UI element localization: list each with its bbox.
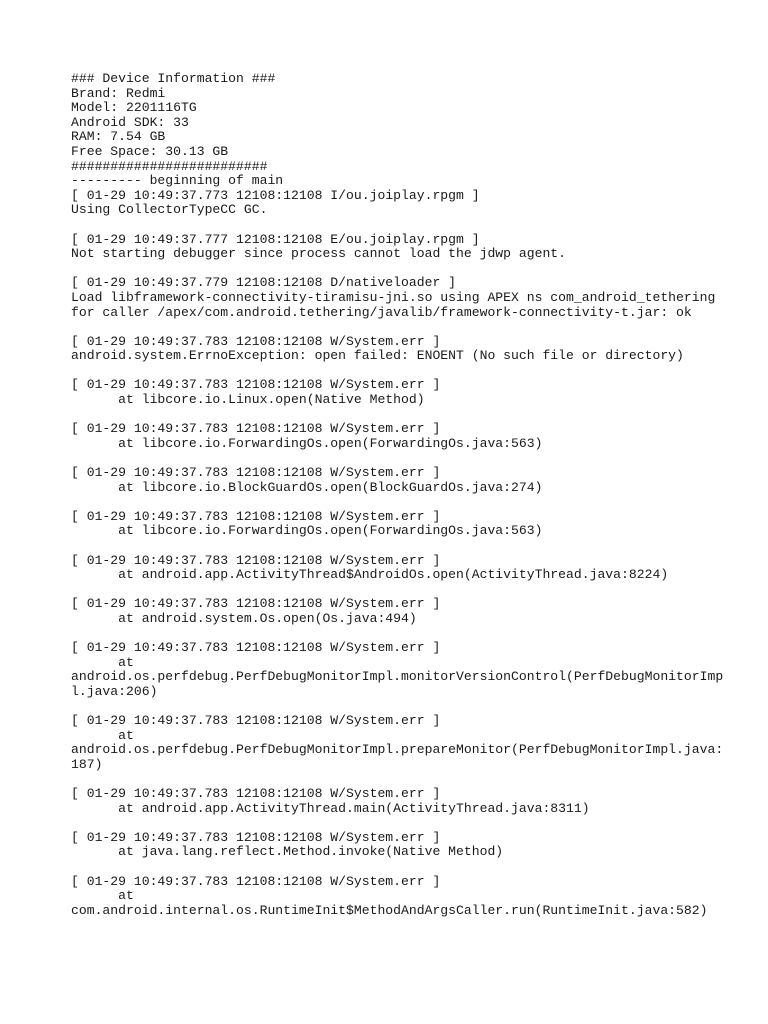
log-entry-header: [ 01-29 10:49:37.783 12108:12108 W/System.err ] xyxy=(71,377,441,393)
log-entry-line: at java.lang.reflect.Method.invoke(Native Method) xyxy=(71,844,504,860)
log-entry-header: [ 01-29 10:49:37.783 12108:12108 W/System.err ] xyxy=(71,333,441,349)
log-entry xyxy=(71,713,724,772)
log-entry-line: 187) xyxy=(71,756,103,772)
log-entry xyxy=(71,640,724,699)
log-entry-line: for caller /apex/com.android.tethering/javalib/framework-connectivity-t.jar: ok xyxy=(71,304,692,320)
log-entry xyxy=(71,189,711,218)
device-info-footer: ######################### xyxy=(71,158,268,174)
device-info-header: ### Device Information ### xyxy=(71,71,276,86)
log-entry xyxy=(71,378,711,407)
device-ram: RAM: 7.54 GB xyxy=(71,129,166,145)
log-entry-line: com.android.internal.os.RuntimeInit$MethodAndArgsCaller.run(RuntimeInit.java:582) xyxy=(71,902,708,918)
log-entry xyxy=(71,422,711,451)
log-entry xyxy=(71,466,711,495)
device-sdk: Android SDK: 33 xyxy=(71,114,189,130)
log-entry-line: Not starting debugger since process cannot load the jdwp agent. xyxy=(71,246,567,262)
log-entry-header: [ 01-29 10:49:37.783 12108:12108 W/System.err ] xyxy=(71,640,441,656)
log-entry-line: at android.app.ActivityThread.main(ActivityThread.java:8311) xyxy=(71,800,590,816)
device-brand: Brand: Redmi xyxy=(71,85,166,101)
log-entry-line: android.system.ErrnoException: open failed: ENOENT (No such file or directory) xyxy=(71,348,684,364)
device-model: Model: 2201116TG xyxy=(71,100,197,116)
device-free-space: Free Space: 30.13 GB xyxy=(71,143,229,159)
log-section-start: --------- beginning of main xyxy=(71,173,284,189)
log-entry xyxy=(71,597,711,626)
log-entry xyxy=(71,831,711,860)
log-entry xyxy=(71,554,711,583)
log-entry-line: Using CollectorTypeCC GC. xyxy=(71,202,268,218)
log-entries xyxy=(71,187,724,919)
log-entry-line: Load libframework-connectivity-tiramisu-jni.so using APEX ns com_android_tethering xyxy=(71,289,716,305)
log-entry-line: android.os.perfdebug.PerfDebugMonitorImpl.monitorVersionControl(PerfDebugMonitorImp xyxy=(71,669,724,685)
log-entry xyxy=(71,510,711,539)
log-entry xyxy=(71,275,716,320)
log-entry-header: [ 01-29 10:49:37.783 12108:12108 W/System.err ] xyxy=(71,596,441,612)
device-info-block xyxy=(71,72,711,189)
log-entry-header: [ 01-29 10:49:37.783 12108:12108 W/System.err ] xyxy=(71,508,441,524)
log-entry-header: [ 01-29 10:49:37.783 12108:12108 W/System.err ] xyxy=(71,873,441,889)
log-entry-line: at xyxy=(71,727,134,743)
log-entry-header: [ 01-29 10:49:37.783 12108:12108 W/System.err ] xyxy=(71,786,441,802)
log-entry-line: at libcore.io.ForwardingOs.open(ForwardingOs.java:563) xyxy=(71,435,543,451)
log-entry-line: android.os.perfdebug.PerfDebugMonitorImpl.prepareMonitor(PerfDebugMonitorImpl.java: xyxy=(71,742,724,758)
log-entry xyxy=(71,335,711,364)
log-entry-header: [ 01-29 10:49:37.783 12108:12108 W/System.err ] xyxy=(71,465,441,481)
log-entry-header: [ 01-29 10:49:37.773 12108:12108 I/ou.joiplay.rpgm ] xyxy=(71,187,480,203)
log-entry-header: [ 01-29 10:49:37.783 12108:12108 W/System.err ] xyxy=(71,552,441,568)
log-entry-line: at libcore.io.BlockGuardOs.open(BlockGuardOs.java:274) xyxy=(71,479,543,495)
log-entry xyxy=(71,875,711,919)
log-entry-line: at xyxy=(71,654,134,670)
log-entry-header: [ 01-29 10:49:37.777 12108:12108 E/ou.joiplay.rpgm ] xyxy=(71,231,480,247)
log-entry-line: l.java:206) xyxy=(71,683,158,699)
log-entry xyxy=(71,787,711,816)
log-entry-header: [ 01-29 10:49:37.783 12108:12108 W/System.err ] xyxy=(71,829,441,845)
log-entry-line: at android.system.Os.open(Os.java:494) xyxy=(71,610,417,626)
log-document xyxy=(71,71,724,918)
log-entry-line: at xyxy=(71,888,134,904)
log-entry-header: [ 01-29 10:49:37.783 12108:12108 W/System.err ] xyxy=(71,421,441,437)
log-entry-line: at libcore.io.Linux.open(Native Method) xyxy=(71,392,425,408)
log-entry-header: [ 01-29 10:49:37.779 12108:12108 D/nativeloader ] xyxy=(71,275,457,291)
log-entry-line: at android.app.ActivityThread$AndroidOs.open(ActivityThread.java:8224) xyxy=(71,567,669,583)
log-entry xyxy=(71,233,711,262)
log-entry-header: [ 01-29 10:49:37.783 12108:12108 W/System.err ] xyxy=(71,713,441,729)
log-entry-line: at libcore.io.ForwardingOs.open(ForwardingOs.java:563) xyxy=(71,523,543,539)
